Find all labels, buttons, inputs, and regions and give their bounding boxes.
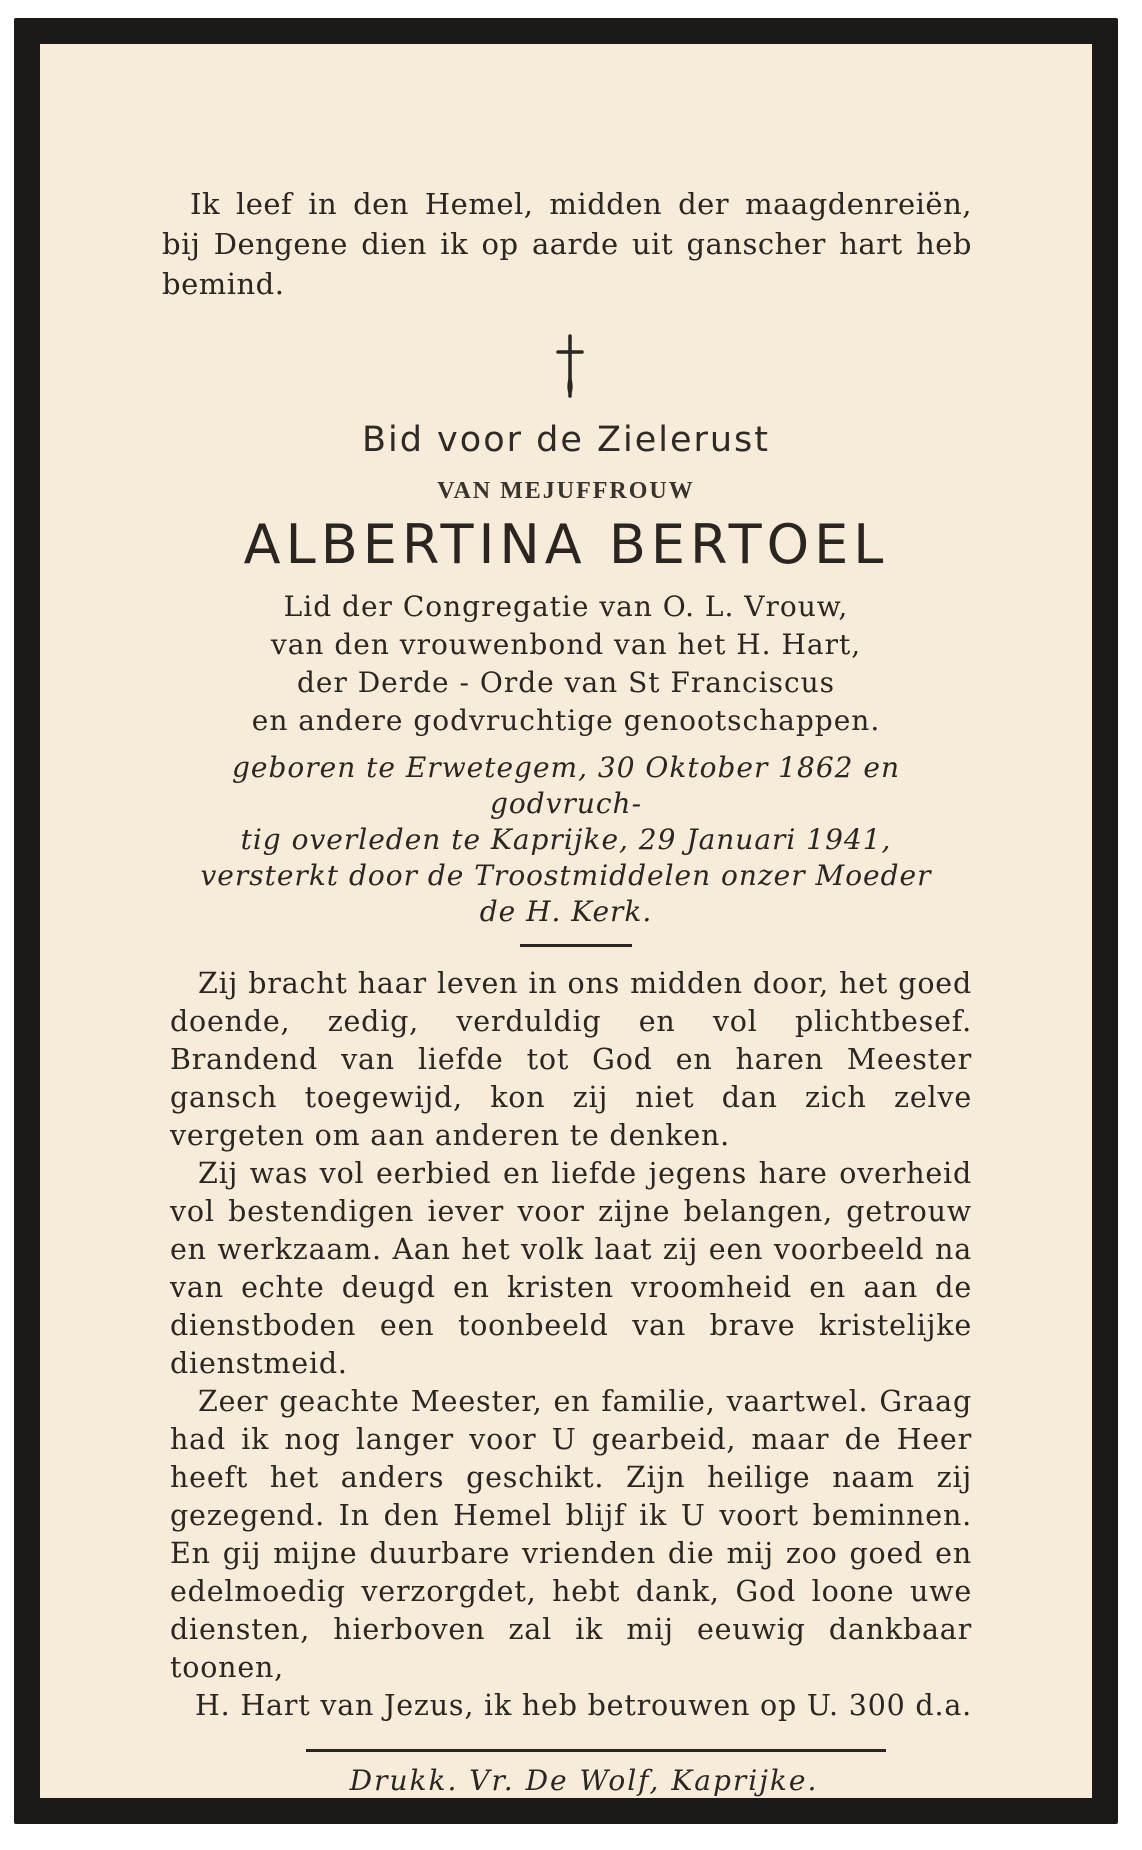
- eulogy-paragraph: Zij bracht haar leven in ons midden door, het goed doende, zedig, verduldig en vol plichtbesef. Brandend van liefde tot God en haren Meester gansch toegewijd, kon zij niet dan zich zelve vergeten om aan anderen te denken.: [170, 967, 972, 1152]
- closing-prayer: H. Hart van Jezus, ik heb betrouwen op U. 300 d.a.: [194, 1689, 972, 1722]
- eulogy-text: [160, 965, 972, 1725]
- birth-death-line: versterkt door de Troostmiddelen onzer Moeder: [200, 859, 932, 892]
- card-content: [40, 44, 1092, 1798]
- birth-death-line: tig overleden te Kaprijke, 29 Januari 1941,: [240, 823, 892, 856]
- latin-cross-icon: [550, 334, 590, 398]
- name-prefix: VAN MEJUFFROUW: [437, 478, 695, 504]
- eulogy-paragraph: Zeer geachte Meester, en familie, vaartwel. Graag had ik nog langer voor U gearbeid, maar de Heer heeft het anders geschikt. Zijn heilige naam zij gezegend. In den Hemel blijf ik U voort beminnen. En gij mijne duurbare vrienden die mij zoo goed en edelmoedig verzorgdet, hebt dank, God loone uwe diensten, hierboven zal ik mij eeuwig dankbaar toonen,: [170, 1385, 972, 1684]
- printer-credit: Drukk. Vr. De Wolf, Kaprijke.: [349, 1764, 819, 1797]
- membership-line: van den vrouwenbond van het H. Hart,: [270, 628, 862, 661]
- prayer-heading: Bid voor de Zielerust: [361, 420, 771, 460]
- footer-divider: [306, 1749, 886, 1752]
- divider: [520, 944, 632, 947]
- deceased-name: ALBERTINA BERTOEL: [243, 513, 889, 576]
- membership-line: en andere godvruchtige genootschappen.: [251, 704, 881, 737]
- birth-death-block: [160, 750, 972, 930]
- birth-death-line: de H. Kerk.: [479, 895, 653, 928]
- eulogy-paragraph: Zij was vol eerbied en liefde jegens hare overheid vol bestendigen iever voor zijne belangen, getrouw en werkzaam. Aan het volk laat zij een voorbeeld na van echte deugd en kristen vroomheid en aan de dienstboden een toonbeeld van brave kristelijke dienstmeid.: [170, 1157, 972, 1380]
- intro-verse: Ik leef in den Hemel, midden der maagdenreiën, bij Dengene dien ik op aarde uit ganscher hart heb bemind.: [162, 187, 972, 301]
- birth-death-line: geboren te Erwetegem, 30 Oktober 1862 en godvruch-: [231, 751, 901, 820]
- membership-line: Lid der Congregatie van O. L. Vrouw,: [283, 590, 849, 623]
- memorial-card: [14, 18, 1118, 1824]
- membership-line: der Derde - Orde van St Franciscus: [296, 666, 836, 699]
- membership-block: [160, 588, 972, 740]
